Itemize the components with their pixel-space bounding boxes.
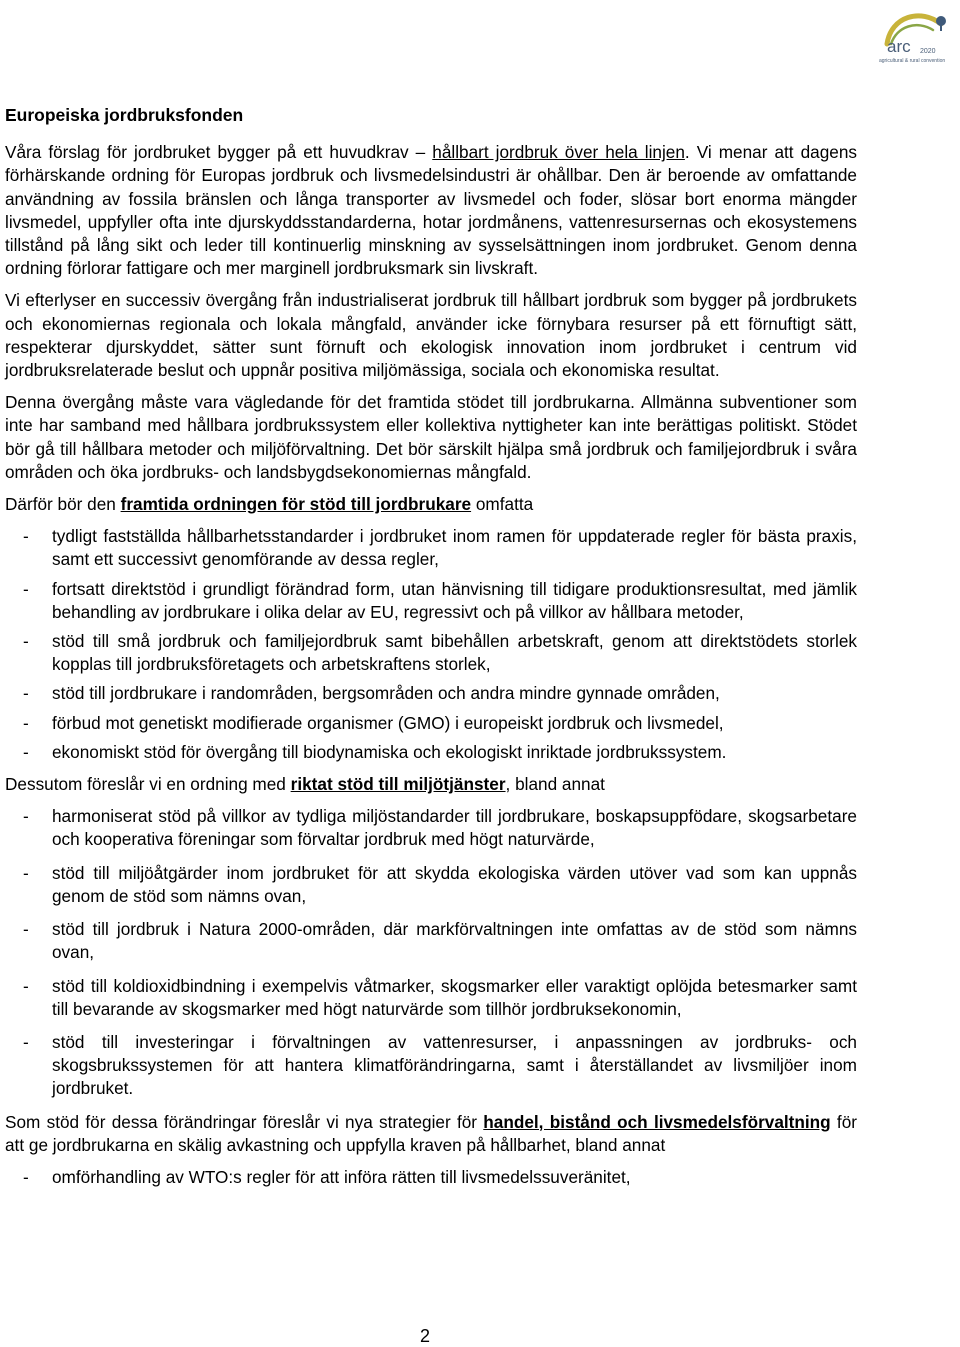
- document-body: [5, 104, 857, 1198]
- list-future-support: [5, 525, 857, 764]
- list-item: [5, 525, 857, 571]
- list-item-text: harmoniserat stöd på villkor av tydliga miljöstandarder till jordbrukare, boskapsuppfödare, skogsarbetare och kooperativa föreningar som förvaltar jordbruk med högt naturvärde,: [52, 806, 857, 850]
- list-item-text: omförhandling av WTO:s regler för att införa rätten till livsmedelssuveränitet,: [52, 1166, 631, 1187]
- list-dash: -: [23, 1031, 29, 1052]
- list-dash: -: [23, 683, 29, 704]
- list-item-text: stöd till koldioxidbindning i exempelvis våtmarker, skogsmarker eller varaktigt oplöjda betesmarker samt till bevarande av skogsmarker med högt naturvärde som tillhör jordbruksekonomin,: [52, 975, 857, 1019]
- env-emphasis: riktat stöd till miljötjänster: [290, 774, 506, 795]
- list-item: [5, 682, 857, 705]
- paragraph-support: Denna övergång måste vara vägledande för det framtida stödet till jordbrukarna. Allmänna subventioner som inte har samband med hållbara jordbrukssystem eller kollektiva nyttigheter kan inte berättigas politiskt. Stödet bör gå till hållbara metoder och miljöförvaltning. Det bör särskilt hjälpa små jordbruk och familjejordbruk i svåra områden och öka jordbruks- och landsbygdsekonomiernas mångfald.: [5, 392, 857, 482]
- paragraph-intro: [5, 141, 857, 280]
- future-text-start: Därför bör den: [5, 494, 121, 515]
- list-item: [5, 741, 857, 764]
- arc2020-logo: [877, 4, 952, 68]
- env-text-start: Dessutom föreslår vi en ordning med: [5, 774, 291, 795]
- logo-name: arc: [887, 37, 911, 56]
- list-trade-strategies: [5, 1166, 857, 1189]
- list-item: [5, 805, 857, 851]
- page-number: 2: [420, 1326, 431, 1346]
- list-dash: -: [23, 631, 29, 652]
- list-item: [5, 712, 857, 735]
- list-dash: -: [23, 919, 29, 940]
- list-item-text: tydligt fastställda hållbarhetsstandarder i jordbruket inom ramen för uppdaterade regler för bästa praxis, samt ett successivt genomförande av dessa regler,: [52, 526, 857, 570]
- list-dash: -: [23, 806, 29, 827]
- intro-text-end: . Vi menar att dagens förhärskande ordning för Europas jordbruk och livsmedelsindustri är ohållbar. Den är beroende av omfattande användning av fossila bränslen och långa transporter av livsmedel och foder, slösar bort enorma mängder livsmedel, uppfyller ofta inte djurskyddsstandarderna, hotar jordmånens, vattenresursernas och ekosystemens tillstånd på lång sikt och leder till kontinuerlig minskning av sysselsättningen inom jordbruket. Genom denna ordning förlorar fattigare och mer marginell jordbruksmark sin livskraft.: [5, 142, 857, 279]
- logo-tagline: agricultural & rural convention: [879, 58, 946, 64]
- list-item-text: stöd till jordbrukare i randområden, bergsområden och andra mindre gynnade områden,: [52, 683, 720, 704]
- trade-text-start: Som stöd för dessa förändringar föreslår vi nya strategier för: [5, 1111, 484, 1132]
- list-dash: -: [23, 712, 29, 733]
- paragraph-transition: Vi efterlyser en successiv övergång från industrialiserat jordbruk till hållbart jordbruk som bygger på jordbrukets och ekonomiernas regionala och lokala mångfald, använder icke förnybara resurser på ett förnuftigt sätt, respekterar djurskyddet, sätter sunt förnuft och ekologisk innovation inom jordbruket i centrum vid jordbruksrelaterade beslut och uppnår positiva miljömässiga, sociala och ekonomiska resultat.: [5, 290, 857, 381]
- env-text-end: , bland annat: [505, 774, 605, 795]
- list-item: [5, 578, 857, 624]
- list-item: [5, 918, 857, 964]
- list-item: [5, 975, 857, 1021]
- paragraph-trade-strategies: [5, 1111, 857, 1157]
- list-item: [5, 862, 857, 908]
- paragraph-future-support: [5, 493, 857, 516]
- list-dash: -: [23, 975, 29, 996]
- intro-text-start: Våra förslag för jordbruket bygger på ett huvudkrav –: [5, 142, 433, 163]
- list-item: [5, 1031, 857, 1101]
- list-dash: -: [23, 578, 29, 599]
- future-text-end: omfatta: [471, 494, 534, 515]
- list-dash: -: [23, 526, 29, 547]
- list-item-text: förbud mot genetiskt modifierade organismer (GMO) i europeiskt jordbruk och livsmedel,: [52, 712, 724, 733]
- intro-underlined-phrase: hållbart jordbruk över hela linjen: [432, 142, 685, 163]
- list-environment-services: [5, 805, 857, 1100]
- list-item-text: stöd till små jordbruk och familjejordbruk samt bibehållen arbetskraft, genom att direktstödets storlek kopplas till jordbruksföretagets och arbetskraftens storlek,: [52, 631, 857, 675]
- section-heading: Europeiska jordbruksfonden: [5, 105, 244, 125]
- list-item-text: stöd till jordbruk i Natura 2000-områden, där markförvaltningen inte omfattas av de stöd som nämns ovan,: [52, 919, 857, 963]
- list-dash: -: [23, 741, 29, 762]
- list-item-text: ekonomiskt stöd för övergång till biodynamiska och ekologiskt inriktade jordbrukssystem.: [52, 741, 727, 762]
- list-item-text: fortsatt direktstöd i grundligt förändrad form, utan hänvisning till tidigare produktionsresultat, med jämlik behandling av jordbrukare i olika delar av EU, regressivt och på villkor av hållbara metoder,: [52, 578, 857, 622]
- trade-text-end: för att ge jordbrukarna en skälig avkastning och uppfylla kraven på hållbarhet, bland annat: [5, 1111, 857, 1155]
- logo-year: 2020: [920, 48, 936, 55]
- future-emphasis: framtida ordningen för stöd till jordbrukare: [120, 494, 472, 515]
- list-item: [5, 630, 857, 676]
- trade-emphasis: handel, bistånd och livsmedelsförvaltning: [483, 1111, 831, 1132]
- list-item: [5, 1166, 857, 1189]
- arc2020-logo-graphic: [877, 4, 952, 68]
- list-item-text: stöd till investeringar i förvaltningen av vattenresurser, i anpassningen av jordbruks- och skogsbrukssystemen för att hantera klimatförändringarna, samt i återställandet av livsmiljöer inom jordbruket.: [52, 1031, 857, 1099]
- list-dash: -: [23, 862, 29, 883]
- paragraph-environment-services: [5, 773, 857, 796]
- list-dash: -: [23, 1166, 29, 1187]
- list-item-text: stöd till miljöåtgärder inom jordbruket för att skydda ekologiska värden utöver vad som kan uppnås genom de stöd som nämns ovan,: [52, 862, 857, 906]
